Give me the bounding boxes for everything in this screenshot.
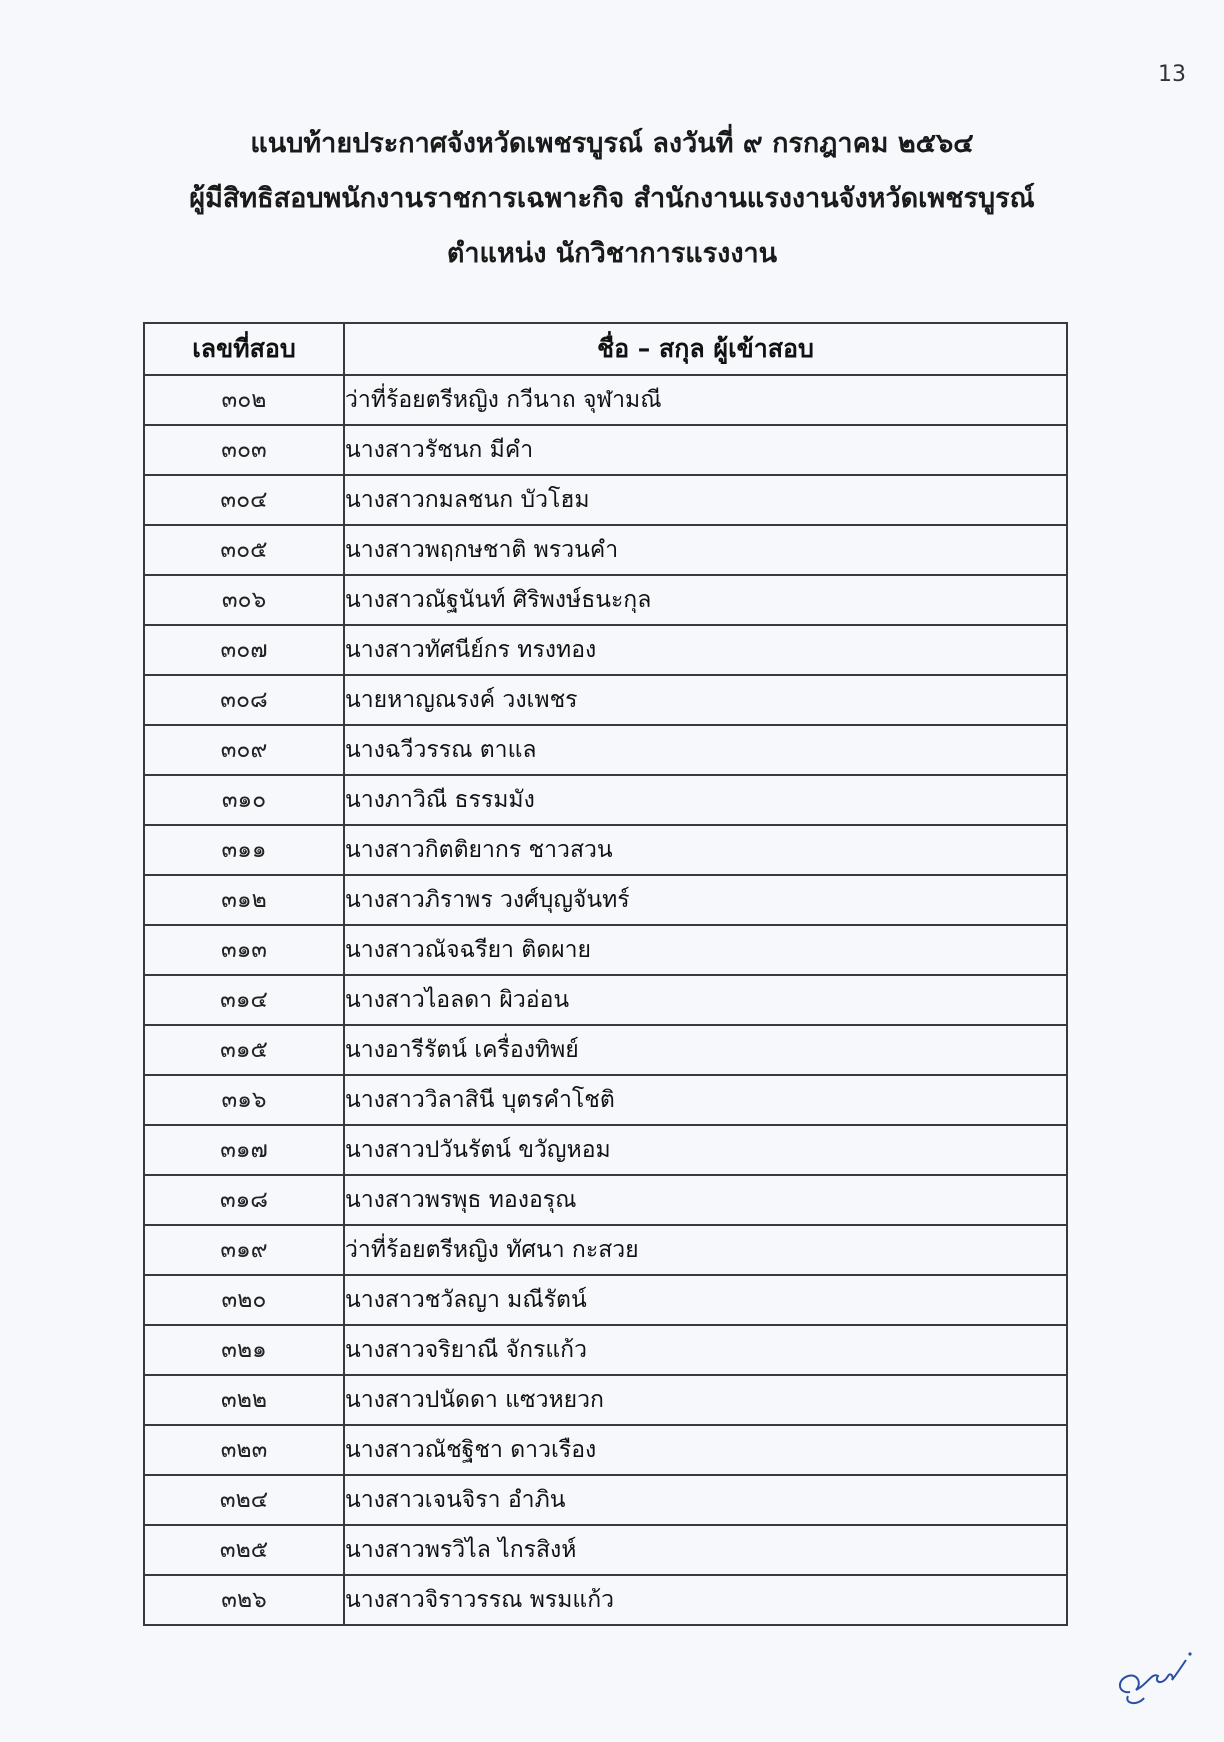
table-row: [144, 575, 1067, 625]
candidate-name-cell: นางอารีรัตน์ เครื่องทิพย์: [344, 1025, 1067, 1075]
candidate-name-cell: นางสาวรัชนก มีคำ: [344, 425, 1067, 475]
exam-number-cell: ๓๐๕: [144, 525, 344, 575]
table-row: [144, 675, 1067, 725]
exam-number-cell: ๓๑๗: [144, 1125, 344, 1175]
exam-number-cell: ๓๐๙: [144, 725, 344, 775]
candidate-name-cell: นางภาวิณี ธรรมมัง: [344, 775, 1067, 825]
candidate-name-cell: นางสาวพฤกษชาติ พรวนคำ: [344, 525, 1067, 575]
candidate-name-cell: นางสาวไอลดา ผิวอ่อน: [344, 975, 1067, 1025]
table-row: [144, 925, 1067, 975]
header-exam-number: เลขที่สอบ: [144, 323, 344, 375]
handwritten-signature: [1108, 1632, 1198, 1712]
exam-number-cell: ๓๑๒: [144, 875, 344, 925]
candidate-name-cell: นางฉวีวรรณ ตาแล: [344, 725, 1067, 775]
candidate-name-cell: นางสาวชวัลญา มณีรัตน์: [344, 1275, 1067, 1325]
table-row: [144, 1375, 1067, 1425]
header-candidate-name: ชื่อ – สกุล ผู้เข้าสอบ: [344, 323, 1067, 375]
table-row: [144, 1575, 1067, 1625]
candidate-name-cell: นางสาวทัศนีย์กร ทรงทอง: [344, 625, 1067, 675]
table-row: [144, 525, 1067, 575]
candidate-table: [143, 322, 1068, 1626]
table-row: [144, 725, 1067, 775]
title-line-3: ตำแหน่ง นักวิชาการแรงงาน: [446, 238, 778, 269]
table-row: [144, 1225, 1067, 1275]
candidate-name-cell: นางสาวจิราวรรณ พรมแก้ว: [344, 1575, 1067, 1625]
exam-number-cell: ๓๐๒: [144, 375, 344, 425]
exam-number-cell: ๓๑๑: [144, 825, 344, 875]
exam-number-cell: ๓๑๐: [144, 775, 344, 825]
candidate-name-cell: นางสาวพรวิไล ไกรสิงห์: [344, 1525, 1067, 1575]
exam-number-cell: ๓๐๖: [144, 575, 344, 625]
table-row: [144, 1025, 1067, 1075]
exam-number-cell: ๓๐๘: [144, 675, 344, 725]
exam-number-cell: ๓๑๘: [144, 1175, 344, 1225]
title-line-2: ผู้มีสิทธิสอบพนักงานราชการเฉพาะกิจ สำนักงานแรงงานจังหวัดเพชรบูรณ์: [189, 183, 1035, 214]
exam-number-cell: ๓๐๔: [144, 475, 344, 525]
table-row: [144, 475, 1067, 525]
exam-number-cell: ๓๒๒: [144, 1375, 344, 1425]
table-row: [144, 1125, 1067, 1175]
candidate-name-cell: นางสาวณัชฐิชา ดาวเรือง: [344, 1425, 1067, 1475]
table-row: [144, 1075, 1067, 1125]
exam-number-cell: ๓๐๓: [144, 425, 344, 475]
candidate-name-cell: นางสาวกิตติยากร ชาวสวน: [344, 825, 1067, 875]
exam-number-cell: ๓๒๑: [144, 1325, 344, 1375]
exam-number-cell: ๓๑๙: [144, 1225, 344, 1275]
page-number: 13: [1158, 62, 1186, 87]
exam-number-cell: ๓๑๓: [144, 925, 344, 975]
table-header-row: [144, 323, 1067, 375]
exam-number-cell: ๓๒๕: [144, 1525, 344, 1575]
title-line-1: แนบท้ายประกาศจังหวัดเพชรบูรณ์ ลงวันที่ ๙ กรกฎาคม ๒๕๖๔: [250, 128, 974, 159]
table-row: [144, 625, 1067, 675]
candidate-name-cell: นางสาวภิราพร วงศ์บุญจันทร์: [344, 875, 1067, 925]
candidate-name-cell: นางสาวปวันรัตน์ ขวัญหอม: [344, 1125, 1067, 1175]
candidate-name-cell: นางสาวเจนจิรา อำภิน: [344, 1475, 1067, 1525]
table-row: [144, 825, 1067, 875]
exam-number-cell: ๓๑๖: [144, 1075, 344, 1125]
candidate-name-cell: นางสาวณัจฉรียา ติดผาย: [344, 925, 1067, 975]
table-row: [144, 375, 1067, 425]
document-title: [0, 116, 1224, 281]
candidate-name-cell: นางสาวณัฐนันท์ ศิริพงษ์ธนะกุล: [344, 575, 1067, 625]
table-row: [144, 1275, 1067, 1325]
candidate-name-cell: นางสาวกมลชนก บัวโฮม: [344, 475, 1067, 525]
candidate-name-cell: นางสาวจริยาณี จักรแก้ว: [344, 1325, 1067, 1375]
candidate-name-cell: นางสาวปนัดดา แซวหยวก: [344, 1375, 1067, 1425]
table-row: [144, 1175, 1067, 1225]
table-row: [144, 1425, 1067, 1475]
candidate-name-cell: ว่าที่ร้อยตรีหญิง ทัศนา กะสวย: [344, 1225, 1067, 1275]
exam-number-cell: ๓๐๗: [144, 625, 344, 675]
exam-number-cell: ๓๑๕: [144, 1025, 344, 1075]
exam-number-cell: ๓๒๖: [144, 1575, 344, 1625]
exam-number-cell: ๓๑๔: [144, 975, 344, 1025]
candidate-name-cell: นางสาวพรพุธ ทองอรุณ: [344, 1175, 1067, 1225]
table-row: [144, 1325, 1067, 1375]
table-row: [144, 425, 1067, 475]
table-row: [144, 875, 1067, 925]
table-row: [144, 1475, 1067, 1525]
exam-number-cell: ๓๒๐: [144, 1275, 344, 1325]
table-row: [144, 1525, 1067, 1575]
candidate-name-cell: ว่าที่ร้อยตรีหญิง กวีนาถ จุฬามณี: [344, 375, 1067, 425]
exam-number-cell: ๓๒๔: [144, 1475, 344, 1525]
table-row: [144, 975, 1067, 1025]
exam-number-cell: ๓๒๓: [144, 1425, 344, 1475]
table-row: [144, 775, 1067, 825]
candidate-name-cell: นางสาววิลาสินี บุตรคำโชติ: [344, 1075, 1067, 1125]
candidate-name-cell: นายหาญณรงค์ วงเพชร: [344, 675, 1067, 725]
